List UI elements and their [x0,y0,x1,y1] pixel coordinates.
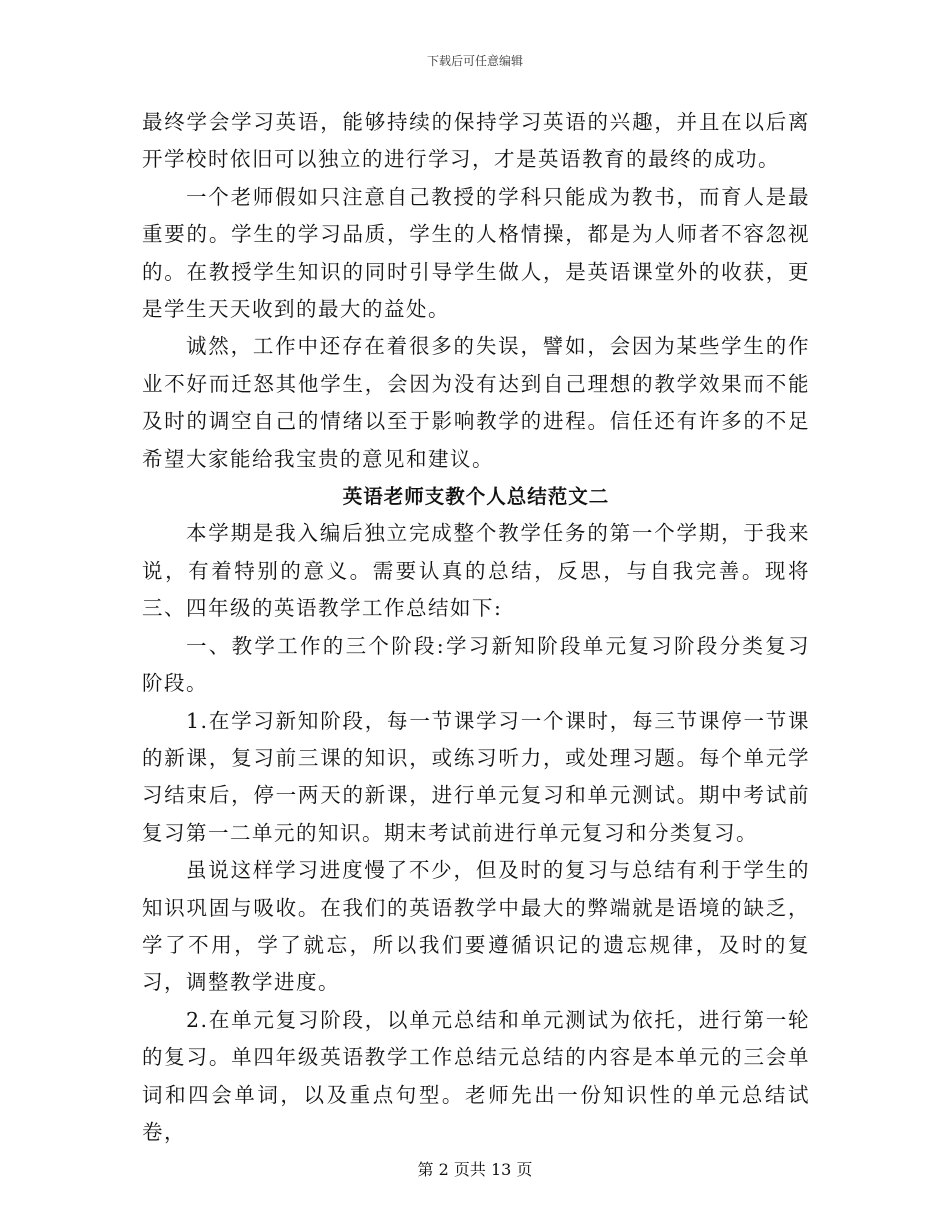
section-heading: 英语老师支教个人总结范文二 [342,485,610,509]
document-body [142,104,810,1151]
paragraph-1: 最终学会学习英语，能够持续的保持学习英语的兴趣，并且在以后离开学校时依旧可以独立的进行学习，才是英语教育的最终的成功。 [142,110,810,172]
paragraph-4: 本学期是我入编后独立完成整个教学任务的第一个学期，于我来说，有着特别的意义。需要认真的总结，反思，与自我完善。现将三、四年级的英语教学工作总结如下: [142,521,810,621]
page-number: 第 2 页共 13 页 [417,1160,533,1179]
paragraph-8: 2.在单元复习阶段，以单元总结和单元测试为依托，进行第一轮的复习。单四年级英语教学工作总结元总结的内容是本单元的三会单词和四会单词，以及重点句型。老师先出一份知识性的单元总结试卷， [142,1007,810,1144]
paragraph-6: 1.在学习新知阶段，每一节课学习一个课时，每三节课停一节课的新课，复习前三课的知识，或练习听力，或处理习题。每个单元学习结束后，停一两天的新课，进行单元复习和单元测试。期中考试前复习第一二单元的知识。期末考试前进行单元复习和分类复习。 [142,708,810,845]
paragraph-3: 诚然，工作中还存在着很多的失误，譬如，会因为某些学生的作业不好而迁怒其他学生，会因为没有达到自己理想的教学效果而不能及时的调空自己的情绪以至于影响教学的进程。信任还有许多的不足希望大家能给我宝贵的意见和建议。 [142,334,810,471]
page-header-note: 下载后可任意编辑 [426,54,523,68]
paragraph-2: 一个老师假如只注意自己教授的学科只能成为教书，而育人是最重要的。学生的学习品质，学生的人格情操，都是为人师者不容忽视的。在教授学生知识的同时引导学生做人，是英语课堂外的收获，更是学生天天收到的最大的益处。 [142,184,810,322]
paragraph-7: 虽说这样学习进度慢了不少，但及时的复习与总结有利于学生的知识巩固与吸收。在我们的英语教学中最大的弊端就是语境的缺乏，学了不用，学了就忘，所以我们要遵循识记的遗忘规律，及时的复习，调整教学进度。 [142,858,810,995]
paragraph-5: 一、教学工作的三个阶段:学习新知阶段单元复习阶段分类复习阶段。 [142,633,810,696]
